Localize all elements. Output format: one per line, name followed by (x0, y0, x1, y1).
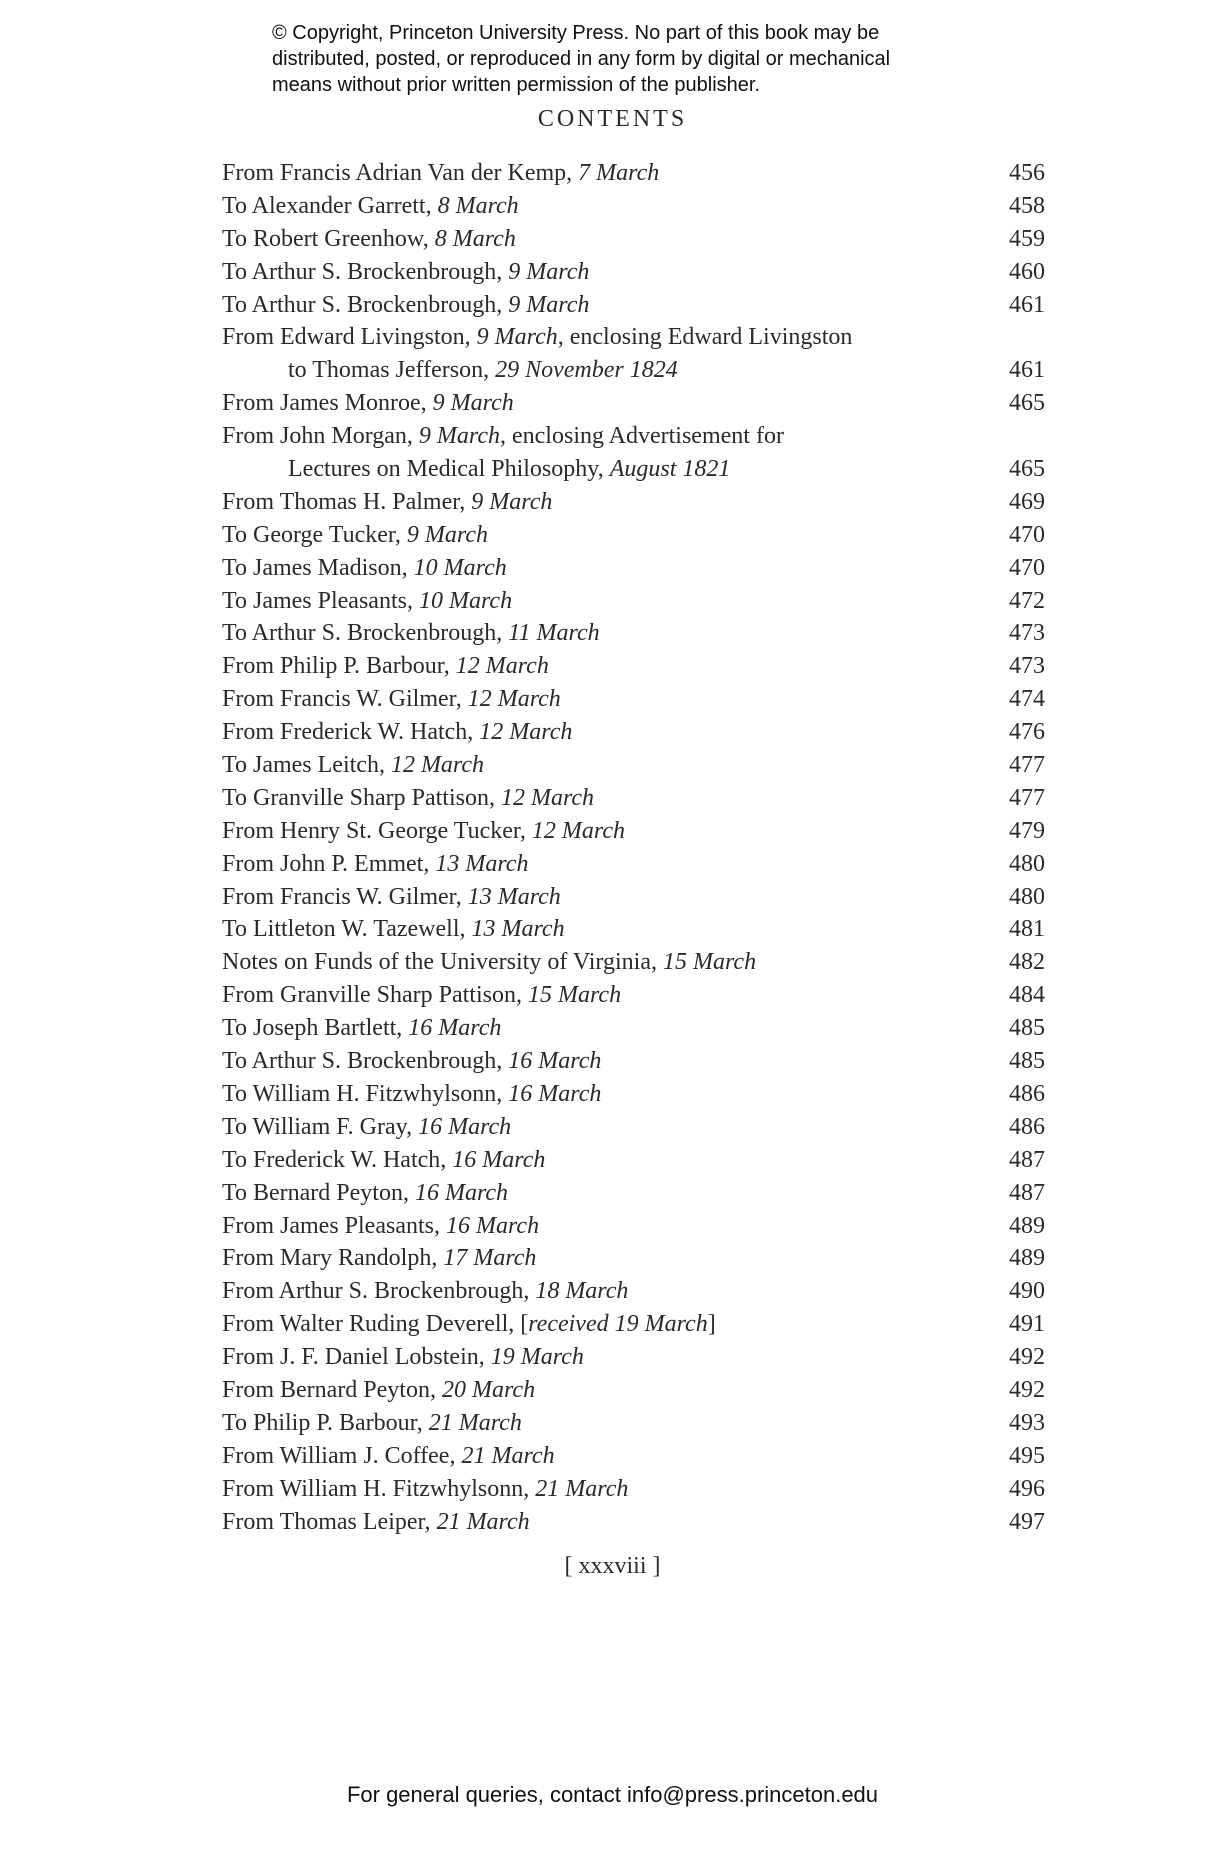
toc-entry-date: 12 March (500, 784, 595, 811)
toc-entry-title (222, 1177, 508, 1210)
toc-entry-title (222, 946, 756, 979)
toc-entry-text: From J. F. Daniel Lobstein, (222, 1344, 491, 1371)
toc-entry-date: 16 March (452, 1146, 546, 1173)
toc-entry-title (222, 585, 512, 618)
toc-entry-date: 21 March (436, 1508, 530, 1535)
toc-entry-date: 10 March (418, 587, 513, 614)
toc-entry (222, 881, 1045, 914)
toc-entry-date: 9 March (476, 324, 558, 351)
toc-entry-title (222, 552, 507, 585)
toc-entry-page: 489 (1009, 1212, 1045, 1239)
toc-entry-page: 492 (1009, 1376, 1045, 1403)
toc-entry-date: August 1821 (609, 456, 731, 483)
toc-entry-date: 11 March (508, 620, 600, 647)
toc-entry-page: 484 (1009, 982, 1045, 1009)
toc-entry-text: To James Pleasants, (222, 587, 419, 614)
toc-entry-date: 13 March (467, 883, 561, 910)
toc-entry-title (222, 519, 488, 552)
toc-entry (222, 979, 1045, 1012)
toc-entry-text: From William H. Fitzwhylsonn, (222, 1475, 536, 1502)
toc-entry-page: 460 (1009, 258, 1045, 285)
toc-entry (222, 1407, 1045, 1440)
toc-entry (222, 1144, 1045, 1177)
toc-entry-text: , enclosing Edward Livingston (557, 324, 853, 351)
toc-entry-page: 480 (1009, 850, 1045, 877)
toc-entry-text: From Edward Livingston, (222, 324, 477, 351)
toc-entry-title (222, 881, 561, 914)
toc-entry-date: 29 November 1824 (495, 357, 678, 384)
toc-entry-date: 18 March (535, 1278, 629, 1305)
toc-entry-page: 485 (1009, 1048, 1045, 1075)
toc-entry-title (222, 190, 519, 223)
toc-entry-page: 477 (1009, 752, 1045, 779)
toc-entry-page: 461 (1009, 357, 1045, 384)
toc-entry-title (222, 815, 625, 848)
toc-entry-page: 456 (1009, 160, 1045, 186)
toc-entry-title (222, 1374, 535, 1407)
toc-entry-text: From James Pleasants, (222, 1212, 446, 1239)
toc-entry-date: 12 March (467, 686, 561, 713)
toc-entry-continuation (222, 453, 1045, 486)
toc-entry-page: 479 (1009, 817, 1045, 844)
toc-entry-page: 493 (1009, 1409, 1045, 1436)
toc-entry (222, 1275, 1045, 1308)
toc-entry-text: From Walter Ruding Deverell, [ (222, 1311, 529, 1338)
toc-entry-text: From Francis W. Gilmer, (222, 883, 468, 910)
toc-entry-title (222, 1242, 536, 1275)
toc-entry-date: 21 March (535, 1475, 629, 1502)
toc-entry (222, 650, 1045, 683)
toc-entry-text: To Frederick W. Hatch, (222, 1146, 453, 1173)
toc-entry-text: Notes on Funds of the University of Virginia, (222, 949, 663, 976)
toc-entry-text: From Thomas Leiper, (222, 1508, 437, 1535)
toc-entry (222, 157, 1045, 190)
toc-entry (222, 1242, 1045, 1275)
toc-entry-date: 13 March (435, 850, 529, 877)
toc-entry-date: 10 March (413, 554, 507, 581)
toc-entry-title (288, 453, 730, 486)
toc-entry-text: From John P. Emmet, (222, 850, 436, 877)
toc-entry-date: 21 March (428, 1409, 522, 1436)
toc-entry (222, 223, 1045, 256)
toc-entry-page: 469 (1009, 488, 1045, 515)
toc-entry-date: 7 March (578, 160, 660, 186)
toc-entry-text: From Henry St. George Tucker, (222, 817, 532, 844)
contents-list (222, 157, 1045, 1538)
toc-entry-text: From Francis Adrian Van der Kemp, (222, 160, 579, 186)
toc-entry-title (222, 683, 561, 716)
toc-entry-title (222, 1012, 501, 1045)
toc-entry-text: To Arthur S. Brockenbrough, (222, 258, 509, 285)
toc-entry-text: To Robert Greenhow, (222, 225, 435, 252)
toc-entry-title (222, 1440, 555, 1473)
toc-entry-page: 486 (1009, 1113, 1045, 1140)
toc-entry-date: 12 March (390, 752, 485, 779)
toc-entry (222, 256, 1045, 289)
toc-entry (222, 1210, 1045, 1243)
toc-entry (222, 289, 1045, 322)
toc-entry-text: To Joseph Bartlett, (222, 1015, 409, 1042)
toc-entry (222, 913, 1045, 946)
toc-entry-title (222, 782, 594, 815)
toc-entry (222, 1440, 1045, 1473)
toc-entry-date: 15 March (662, 949, 757, 976)
toc-entry-date: 12 March (455, 653, 549, 680)
toc-entry-title (222, 1144, 545, 1177)
toc-entry-text: To Arthur S. Brockenbrough, (222, 1048, 509, 1075)
toc-entry-date: 12 March (531, 817, 626, 844)
toc-entry-page: 496 (1009, 1475, 1045, 1502)
toc-entry-page: 497 (1009, 1508, 1045, 1535)
toc-entry-text: To Bernard Peyton, (222, 1179, 415, 1206)
toc-entry-title (222, 1308, 716, 1341)
toc-entry-title (222, 716, 572, 749)
toc-entry-page: 476 (1009, 719, 1045, 746)
toc-entry-text: To Littleton W. Tazewell, (222, 916, 472, 943)
toc-entry-title (222, 1506, 530, 1539)
toc-entry-text: From James Monroe, (222, 390, 433, 417)
toc-entry (222, 782, 1045, 815)
toc-entry (222, 1177, 1045, 1210)
toc-entry (222, 585, 1045, 618)
toc-entry-title (222, 979, 621, 1012)
toc-entry-date: 15 March (527, 982, 622, 1009)
page-heading: CONTENTS (537, 106, 688, 132)
toc-entry-date: 9 March (471, 488, 553, 515)
toc-entry-page: 458 (1009, 192, 1045, 219)
toc-entry-page: 492 (1009, 1344, 1045, 1371)
toc-entry-page: 459 (1009, 225, 1045, 252)
toc-entry-title (222, 256, 589, 289)
toc-entry (222, 1111, 1045, 1144)
toc-entry (222, 1473, 1045, 1506)
toc-entry (222, 683, 1045, 716)
toc-entry-page: 477 (1009, 784, 1045, 811)
toc-entry-text: From William J. Coffee, (222, 1442, 462, 1469)
toc-entry-date: 13 March (471, 916, 565, 943)
toc-entry-date: 16 March (508, 1048, 602, 1075)
toc-entry-text: From Granville Sharp Pattison, (222, 982, 528, 1009)
toc-entry-page: 487 (1009, 1179, 1045, 1206)
toc-entry-page: 474 (1009, 686, 1045, 713)
toc-entry (222, 552, 1045, 585)
toc-entry-title (222, 617, 600, 650)
toc-entry-title (222, 321, 852, 354)
toc-entry (222, 387, 1045, 420)
toc-entry-text: To George Tucker, (222, 521, 407, 548)
toc-entry-date: 9 March (406, 521, 488, 548)
toc-entry-text: To Granville Sharp Pattison, (222, 784, 501, 811)
toc-entry-text: ] (707, 1311, 716, 1338)
toc-entry-title (288, 354, 678, 387)
toc-entry-date: 21 March (461, 1442, 555, 1469)
toc-entry (222, 716, 1045, 749)
toc-entry-title (222, 1078, 601, 1111)
toc-entry-title (222, 848, 528, 881)
toc-entry-title (222, 387, 514, 420)
toc-entry-date: 16 March (445, 1212, 540, 1239)
toc-entry-date: 8 March (437, 192, 519, 219)
toc-entry (222, 815, 1045, 848)
toc-entry-title (222, 289, 589, 322)
toc-entry-page: 480 (1009, 883, 1045, 910)
toc-entry-date: 16 March (418, 1113, 512, 1140)
toc-entry (222, 848, 1045, 881)
toc-entry-page: 495 (1009, 1442, 1045, 1469)
toc-entry-title (222, 913, 565, 946)
toc-entry-title (222, 1045, 601, 1078)
toc-entry-page: 470 (1009, 521, 1045, 548)
toc-entry-text: From Frederick W. Hatch, (222, 719, 480, 746)
page-number: [ xxxviii ] (564, 1553, 661, 1579)
toc-entry (222, 190, 1045, 223)
copyright-notice (272, 20, 992, 98)
toc-entry (222, 1012, 1045, 1045)
toc-entry (222, 486, 1045, 519)
toc-entry (222, 1341, 1045, 1374)
toc-entry-page: 491 (1009, 1311, 1045, 1338)
toc-entry-title (222, 1111, 511, 1144)
toc-entry (222, 1308, 1045, 1341)
toc-entry-title (222, 157, 659, 190)
toc-entry-text: To William F. Gray, (222, 1113, 419, 1140)
toc-entry-date: 9 March (432, 390, 514, 417)
toc-entry-text: , enclosing Advertisement for (500, 423, 784, 450)
toc-entry (222, 617, 1045, 650)
copyright-line: © Copyright, Princeton University Press. No part of this book may be (272, 22, 880, 44)
toc-entry-title (222, 650, 549, 683)
toc-entry-text: To Arthur S. Brockenbrough, (222, 291, 509, 318)
toc-entry-title (222, 1275, 628, 1308)
toc-entry-date: 17 March (443, 1245, 537, 1272)
toc-entry-title (222, 420, 784, 453)
toc-entry (222, 1506, 1045, 1539)
toc-entry-text: To Philip P. Barbour, (222, 1409, 429, 1436)
toc-entry-date: received 19 March (528, 1311, 708, 1338)
toc-entry-date: 16 March (508, 1080, 602, 1107)
toc-entry-text: Lectures on Medical Philosophy, (288, 456, 610, 483)
toc-entry-text: From Mary Randolph, (222, 1245, 444, 1272)
toc-entry-title (222, 1210, 539, 1243)
toc-entry-continuation (222, 354, 1045, 387)
copyright-line: distributed, posted, or reproduced in any form by digital or mechanical (272, 48, 891, 70)
toc-entry-text: From John Morgan, (222, 423, 419, 450)
toc-entry-page: 465 (1009, 390, 1045, 417)
toc-entry (222, 321, 1045, 354)
toc-entry-text: To William H. Fitzwhylsonn, (222, 1080, 509, 1107)
toc-entry-page: 489 (1009, 1245, 1045, 1272)
toc-entry-page: 473 (1009, 653, 1045, 680)
toc-entry-page: 487 (1009, 1146, 1045, 1173)
toc-entry-page: 461 (1009, 291, 1045, 318)
copyright-line: means without prior written permission of the publisher. (272, 74, 761, 96)
toc-entry-text: From Francis W. Gilmer, (222, 686, 468, 713)
toc-entry (222, 749, 1045, 782)
toc-entry-title (222, 1341, 584, 1374)
toc-entry (222, 1045, 1045, 1078)
toc-entry-page: 465 (1009, 456, 1045, 483)
toc-entry (222, 519, 1045, 552)
toc-entry-page: 470 (1009, 554, 1045, 581)
toc-entry-text: To James Madison, (222, 554, 414, 581)
toc-entry-text: To Alexander Garrett, (222, 192, 438, 219)
toc-entry-date: 9 March (508, 258, 590, 285)
toc-entry-page: 485 (1009, 1015, 1045, 1042)
toc-entry-date: 9 March (418, 423, 500, 450)
toc-entry-text: From Philip P. Barbour, (222, 653, 456, 680)
toc-entry-date: 16 March (414, 1179, 509, 1206)
toc-entry-page: 473 (1009, 620, 1045, 647)
toc-entry-date: 12 March (479, 719, 573, 746)
toc-entry-title (222, 749, 484, 782)
toc-entry-date: 19 March (490, 1344, 584, 1371)
toc-entry-title (222, 1473, 628, 1506)
toc-entry-title (222, 1407, 522, 1440)
toc-entry-page: 481 (1009, 916, 1045, 943)
toc-entry (222, 1078, 1045, 1111)
toc-entry-page: 472 (1009, 587, 1045, 614)
toc-entry-text: to Thomas Jefferson, (288, 357, 496, 384)
toc-entry (222, 946, 1045, 979)
toc-entry-text: To James Leitch, (222, 752, 391, 779)
toc-entry (222, 420, 1045, 453)
toc-entry-text: From Bernard Peyton, (222, 1376, 442, 1403)
toc-entry-date: 9 March (508, 291, 590, 318)
toc-entry-title (222, 486, 552, 519)
toc-entry-page: 486 (1009, 1080, 1045, 1107)
toc-entry-page: 490 (1009, 1278, 1045, 1305)
toc-entry-text: From Arthur S. Brockenbrough, (222, 1278, 536, 1305)
toc-entry-text: From Thomas H. Palmer, (222, 488, 472, 515)
toc-entry (222, 1374, 1045, 1407)
contact-footer: For general queries, contact info@press.princeton.edu (346, 1782, 879, 1807)
toc-entry-page: 482 (1009, 949, 1045, 976)
toc-entry-date: 16 March (408, 1015, 502, 1042)
toc-entry-title (222, 223, 516, 256)
toc-entry-text: To Arthur S. Brockenbrough, (222, 620, 509, 647)
toc-entry-date: 20 March (441, 1376, 536, 1403)
toc-entry-date: 8 March (434, 225, 516, 252)
